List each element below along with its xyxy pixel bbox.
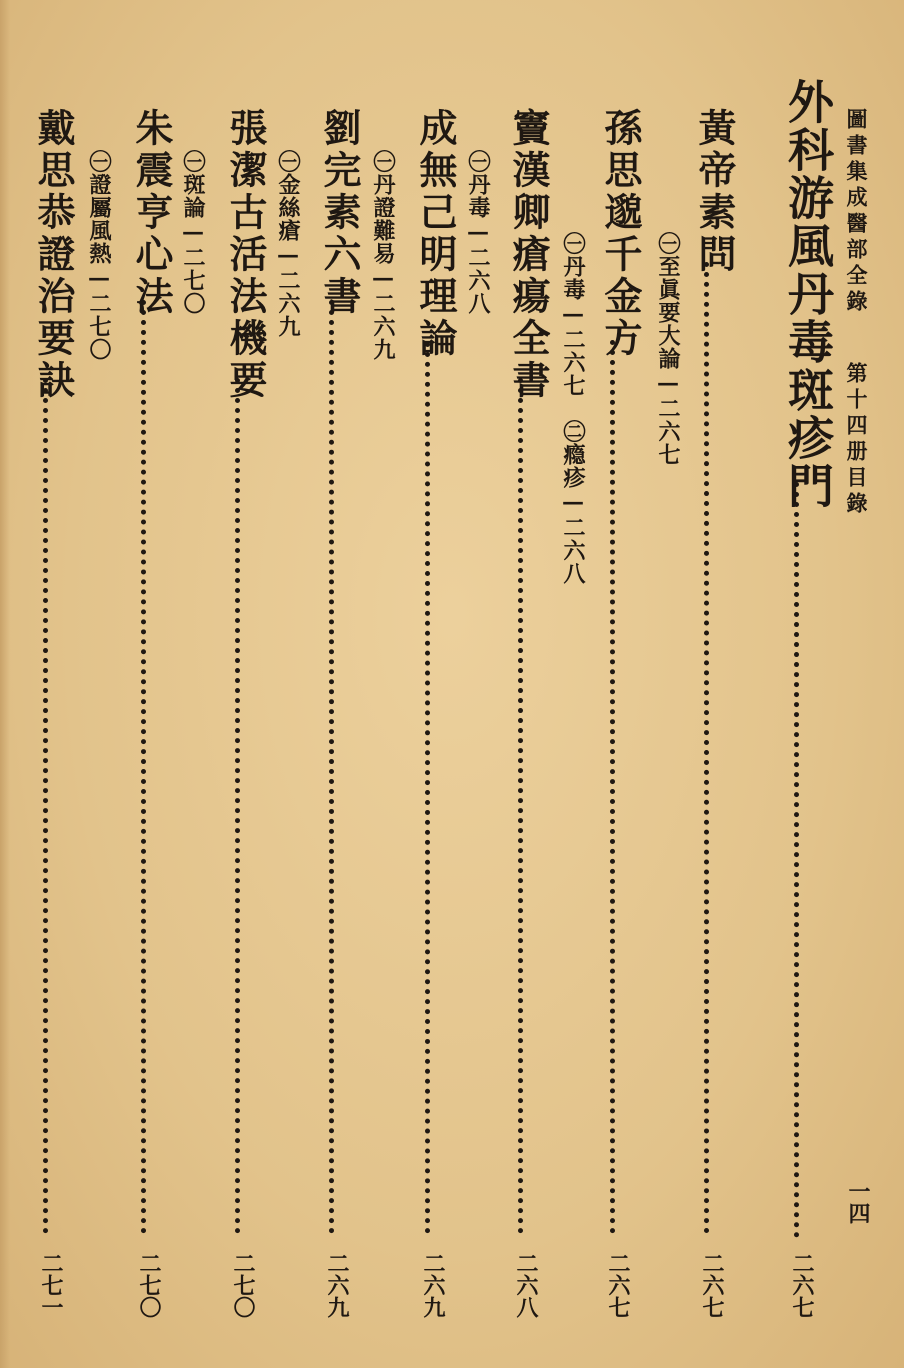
entry-leader-dots: [704, 262, 709, 1234]
entry-title: 孫思邈千金方: [598, 108, 643, 360]
running-header-volume: 第十四册目錄: [844, 362, 869, 518]
title-leader-dots: [794, 482, 799, 1238]
section-title: 外科游風丹毒斑疹門: [781, 78, 835, 510]
entry-subsection: ㊀丹毒—二六七 ㊁瘾疹—二六八: [560, 232, 586, 585]
entry-page: 二六七: [605, 1252, 631, 1318]
entry-leader-dots: [518, 378, 523, 1234]
entry-title: 竇漢卿瘡瘍全書: [506, 108, 551, 402]
entry-leader-dots: [235, 378, 240, 1234]
entry-title: 張潔古活法機要: [223, 108, 268, 402]
entry-subsection: ㊀丹證難易—二六九: [370, 150, 396, 361]
entry-page: 二六八: [513, 1252, 539, 1318]
entry-title: 朱震亨心法: [129, 108, 174, 318]
entry-subsection: ㊀至眞要大論—二六七: [655, 232, 681, 466]
entry-subsection: ㊀證屬風熱—二七〇: [86, 150, 112, 361]
entry-page: 二七一: [38, 1252, 64, 1318]
entry-title: 成無己明理論: [413, 108, 458, 360]
entry-subsection: ㊀金絲瘡—二六九: [275, 150, 301, 338]
entry-title: 戴思恭證治要訣: [31, 108, 76, 402]
entry-page: 二七〇: [136, 1252, 162, 1318]
folio-number: 一四: [845, 1180, 871, 1224]
running-header-collection: 圖書集成醫部全錄: [844, 108, 869, 316]
entry-page: 二七〇: [230, 1252, 256, 1318]
entry-subsection: ㊀丹毒—二六八: [465, 150, 491, 315]
entry-leader-dots: [425, 342, 430, 1234]
entry-leader-dots: [43, 378, 48, 1234]
section-title-page: 二六七: [789, 1252, 815, 1318]
entry-title: 劉完素六書: [317, 108, 362, 318]
entry-page: 二六七: [699, 1252, 725, 1318]
entry-subsection: ㊀斑論—二七〇: [180, 150, 206, 315]
entry-leader-dots: [141, 300, 146, 1234]
page-edge-shadow: [0, 0, 10, 1368]
entry-leader-dots: [610, 340, 615, 1234]
entry-title: 黃帝素問: [692, 108, 737, 276]
entry-leader-dots: [329, 300, 334, 1234]
entry-page: 二六九: [324, 1252, 350, 1318]
entry-page: 二六九: [420, 1252, 446, 1318]
